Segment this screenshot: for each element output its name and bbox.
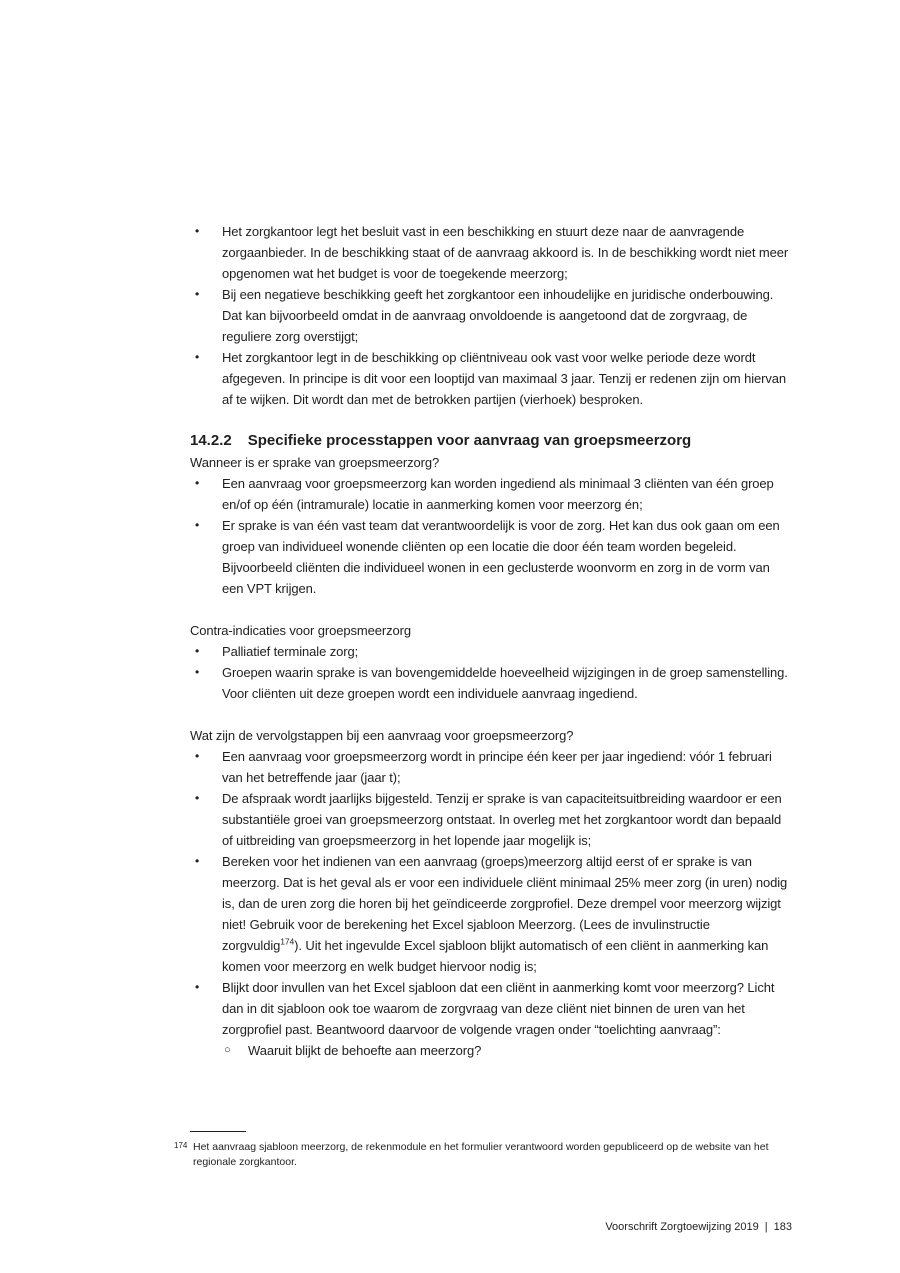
bullet-icon: • [195,350,200,364]
bullet-text: Een aanvraag voor groepsmeerzorg wordt in principe één keer per jaar ingediend: vóór 1 februari van het betreffende jaar (jaar t); [222,749,772,785]
bullet-text: Een aanvraag voor groepsmeerzorg kan worden ingediend als minimaal 3 cliënten van één groep en/of op één (intramurale) locatie in aanmerking komen voor meerzorg én; [222,476,774,512]
sub-bullet-text: Waaruit blijkt de behoefte aan meerzorg? [248,1043,482,1058]
bullet-text: Er sprake is van één vast team dat verantwoordelijk is voor de zorg. Het kan dus ook gaan om een groep van individueel wonende cliënten op een locatie die door één team worden begeleid. Bijvoorbeeld cliënten die individueel wonen in een geclusterde woonvorm en zorg in de vorm van een VPT krijgen. [222,518,780,596]
bullet-text: Het zorgkantoor legt het besluit vast in een beschikking en stuurt deze naar de aanvragende zorgaanbieder. In de beschikking staat of de aanvraag akkoord is. In de beschikking wordt niet meer opgenomen wat het budget is voor de toegekende meerzorg; [222,224,789,281]
bullet-icon: • [195,476,200,490]
page-footer [605,1221,792,1233]
question-vervolg: Wat zijn de vervolgstappen bij een aanvraag voor groepsmeerzorg? [190,728,574,743]
bullet-item [190,641,793,662]
bullet-text-post: ). Uit het ingevulde Excel sjabloon blijkt automatisch of een cliënt in aanmerking kan komen voor meerzorg en welk budget hiervoor nodig is; [222,938,769,974]
bullet-text: Het zorgkantoor legt in de beschikking op cliëntniveau ook vast voor welke periode deze wordt afgegeven. In principe is dit voor een looptijd van maximaal 3 jaar. Tenzij er redenen zijn om hiervan af te wijken. Dit wordt dan met de betrokken partijen (vierhoek) besproken. [222,350,787,407]
footer-document-title: Voorschrift Zorgtoewijzing 2019 [605,1221,759,1233]
footnote [174,1131,794,1170]
bullet-icon: • [195,518,200,532]
bullet-item [190,347,793,410]
bullet-text: Blijkt door invullen van het Excel sjabloon dat een cliënt in aanmerking komt voor meerzorg? Licht dan in dit sjabloon ook toe waarom de zorgvraag van deze cliënt niet binnen de uren van het zorgprofiel past. Beantwoord daarvoor de volgende vragen onder “toelichting aanvraag”: [222,980,775,1037]
footnote-marker: 174 [174,1141,188,1150]
footer-page-number: 183 [773,1221,792,1233]
bullet-item [190,977,793,1040]
bullet-text: Groepen waarin sprake is van bovengemiddelde hoeveelheid wijzigingen in de groep samenstelling. Voor cliënten uit deze groepen wordt een individuele aanvraag ingediend. [222,665,788,701]
circle-bullet-icon: ○ [224,1044,231,1056]
bullet-icon: • [195,665,200,679]
bullet-item [190,284,793,347]
bullet-item [190,473,793,515]
footer-separator: | [764,1221,768,1233]
section-title: Specifieke processtappen voor aanvraag van groepsmeerzorg [247,432,692,449]
bullet-text: Palliatief terminale zorg; [222,644,359,659]
bullet-text-pre: Bereken voor het indienen van een aanvraag (groeps)meerzorg altijd eerst of er sprake is van meerzorg. Dat is het geval als er voor een individuele cliënt minimaal 25% meer zorg (in uren) nodig is, dan de uren zorg die horen bij het geïndiceerde zorgprofiel. Deze drempel voor meerzorg wijzigt niet! Gebruik voor de berekening het Excel sjabloon Meerzorg. (Lees de invulinstructie zorgvuldig [222,854,788,953]
bullet-icon: • [195,791,200,805]
bullet-item [190,851,793,977]
sub-bullet-item [190,1040,793,1061]
bullet-icon: • [195,980,200,994]
footnote-reference: 174 [280,936,295,947]
bullet-item [190,662,793,704]
bullet-text: Bij een negatieve beschikking geeft het zorgkantoor een inhoudelijke en juridische onderbouwing. Dat kan bijvoorbeeld omdat in de aanvraag onvoldoende is aangetoond dat de zorgvraag, de reguliere zorg overstijgt; [222,287,774,344]
text-column [190,221,793,1061]
bullet-icon: • [195,749,200,763]
bullet-icon: • [195,644,200,658]
bullet-item [190,221,793,284]
contra-heading: Contra-indicaties voor groepsmeerzorg [190,623,412,638]
bullet-item [190,515,793,599]
section-heading [190,430,793,452]
section-number: 14.2.2 [190,432,232,449]
bullet-item [190,746,793,788]
footnote-body [174,1140,794,1170]
footnote-text: Het aanvraag sjabloon meerzorg, de rekenmodule en het formulier verantwoord worden gepubliceerd op de website van het regionale zorgkantoor. [193,1141,769,1168]
bullet-text [222,851,793,977]
bullet-item [190,788,793,851]
bullet-icon: • [195,287,200,301]
footnote-divider [190,1131,246,1132]
bullet-icon: • [195,854,200,868]
bullet-text: De afspraak wordt jaarlijks bijgesteld. Tenzij er sprake is van capaciteitsuitbreiding waardoor er een substantiële groei van groepsmeerzorg ontstaat. In overleg met het zorgkantoor wordt dan bepaald of uitbreiding van groepsmeerzorg in het lopende jaar mogelijk is; [222,791,782,848]
bullet-icon: • [195,224,200,238]
question-wanneer: Wanneer is er sprake van groepsmeerzorg? [190,455,440,470]
